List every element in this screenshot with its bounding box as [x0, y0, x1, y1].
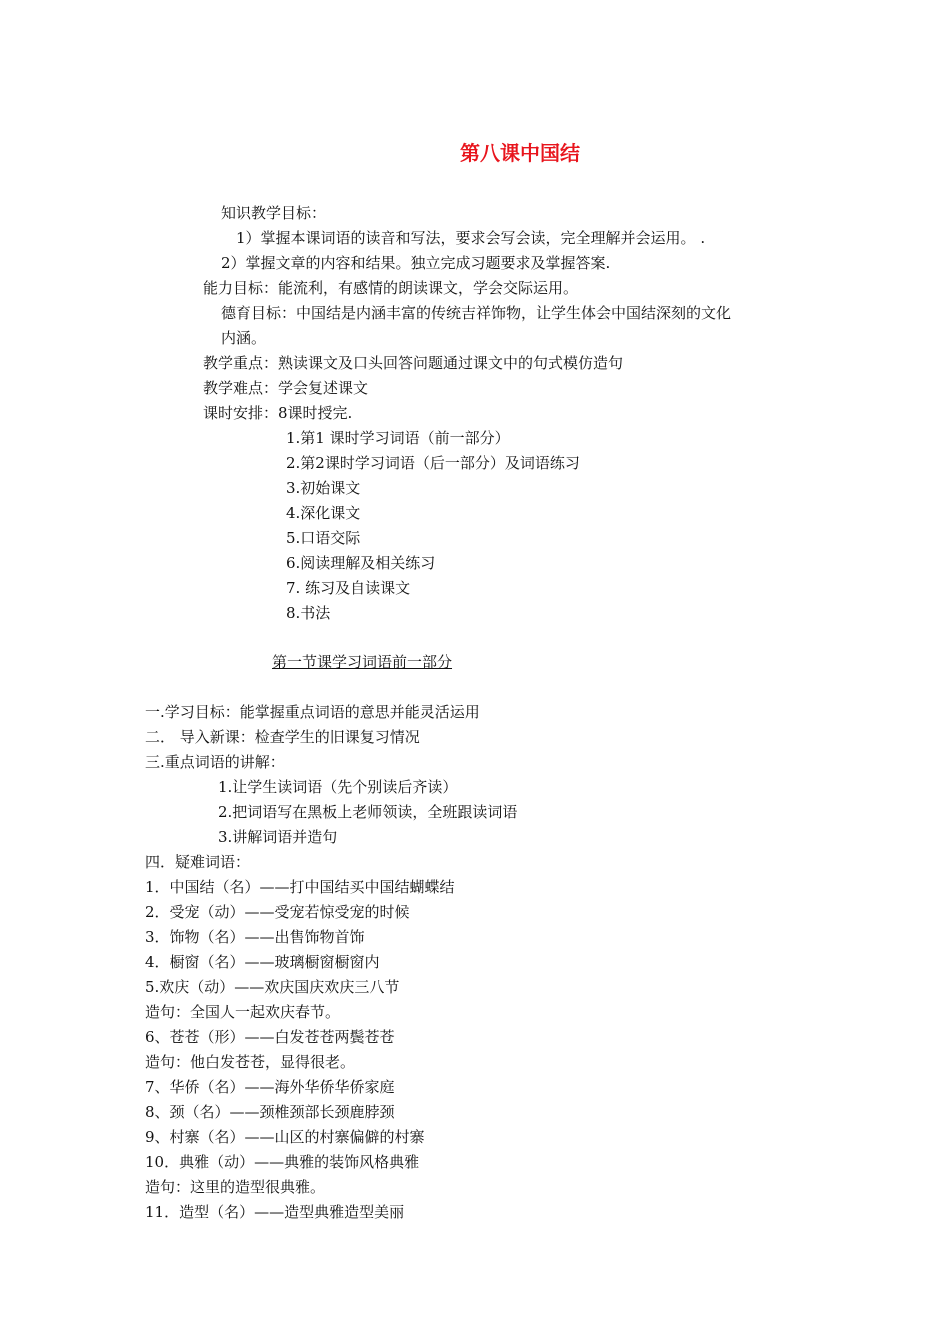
moral-objective: 德育目标：中国结是内涵丰富的传统吉祥饰物，让学生体会中国结深刻的文化: [221, 304, 732, 322]
knowledge-item: 2）掌握文章的内容和结果。独立完成习题要求及掌握答案.: [221, 254, 611, 272]
step-item: 1.让学生读词语（先个别读后齐读）: [218, 778, 458, 796]
vocab-item: 9、村寨（名）——山区的村寨偏僻的村寨: [145, 1128, 425, 1146]
schedule: 课时安排：8课时授完.: [203, 404, 353, 422]
vocab-heading: 四．疑难词语：: [145, 853, 251, 871]
section-line: 二． 导入新课：检查学生的旧课复习情况: [145, 728, 420, 746]
section-line: 一.学习目标：能掌握重点词语的意思并能灵活运用: [145, 703, 480, 721]
vocab-item: 7、华侨（名）——海外华侨华侨家庭: [145, 1078, 395, 1096]
section-line: 三.重点词语的讲解：: [145, 753, 285, 771]
example-sentence: 造句：全国人一起欢庆春节。: [145, 1003, 341, 1021]
section-heading: 第一节课学习词语前一部分: [272, 653, 453, 671]
vocab-item: 5.欢庆（动）——欢庆国庆欢庆三八节: [145, 978, 400, 996]
knowledge-heading: 知识教学目标：: [221, 204, 327, 222]
schedule-item: 8.书法: [286, 604, 331, 622]
teaching-difficulty: 教学难点：学会复述课文: [203, 379, 369, 397]
schedule-item: 4.深化课文: [286, 504, 361, 522]
schedule-item: 5.口语交际: [286, 529, 361, 547]
example-sentence: 造句：这里的造型很典雅。: [145, 1178, 326, 1196]
vocab-item: 1．中国结（名）——打中国结买中国结蝴蝶结: [145, 878, 455, 896]
step-item: 2.把词语写在黑板上老师领读，全班跟读词语: [218, 803, 518, 821]
schedule-item: 3.初始课文: [286, 479, 361, 497]
ability-objective: 能力目标：能流利，有感情的朗读课文，学会交际运用。: [203, 279, 579, 297]
knowledge-item: 1）掌握本课词语的读音和写法，要求会写会读，完全理解并会运用。 .: [236, 229, 706, 247]
schedule-item: 2.第2课时学习词语（后一部分）及词语练习: [286, 454, 580, 472]
page-title: 第八课中国结: [460, 141, 580, 165]
schedule-item: 6.阅读理解及相关练习: [286, 554, 436, 572]
step-item: 3.讲解词语并造句: [218, 828, 338, 846]
example-sentence: 造句：他白发苍苍，显得很老。: [145, 1053, 356, 1071]
vocab-item: 2．受宠（动）——受宠若惊受宠的时候: [145, 903, 410, 921]
vocab-item: 11．造型（名）——造型典雅造型美丽: [145, 1203, 405, 1221]
vocab-item: 8、颈（名）——颈椎颈部长颈鹿脖颈: [145, 1103, 395, 1121]
vocab-item: 6、苍苍（形）——白发苍苍两鬓苍苍: [145, 1028, 395, 1046]
vocab-item: 4．橱窗（名）——玻璃橱窗橱窗内: [145, 953, 380, 971]
vocab-item: 3．饰物（名）——出售饰物首饰: [145, 928, 365, 946]
moral-objective-cont: 内涵。: [221, 329, 267, 347]
schedule-item: 7. 练习及自读课文: [286, 579, 411, 597]
vocab-item: 10．典雅（动）——典雅的装饰风格典雅: [145, 1153, 420, 1171]
schedule-item: 1.第1 课时学习词语（前一部分）: [286, 429, 510, 447]
teaching-focus: 教学重点：熟读课文及口头回答问题通过课文中的句式模仿造句: [203, 354, 624, 372]
